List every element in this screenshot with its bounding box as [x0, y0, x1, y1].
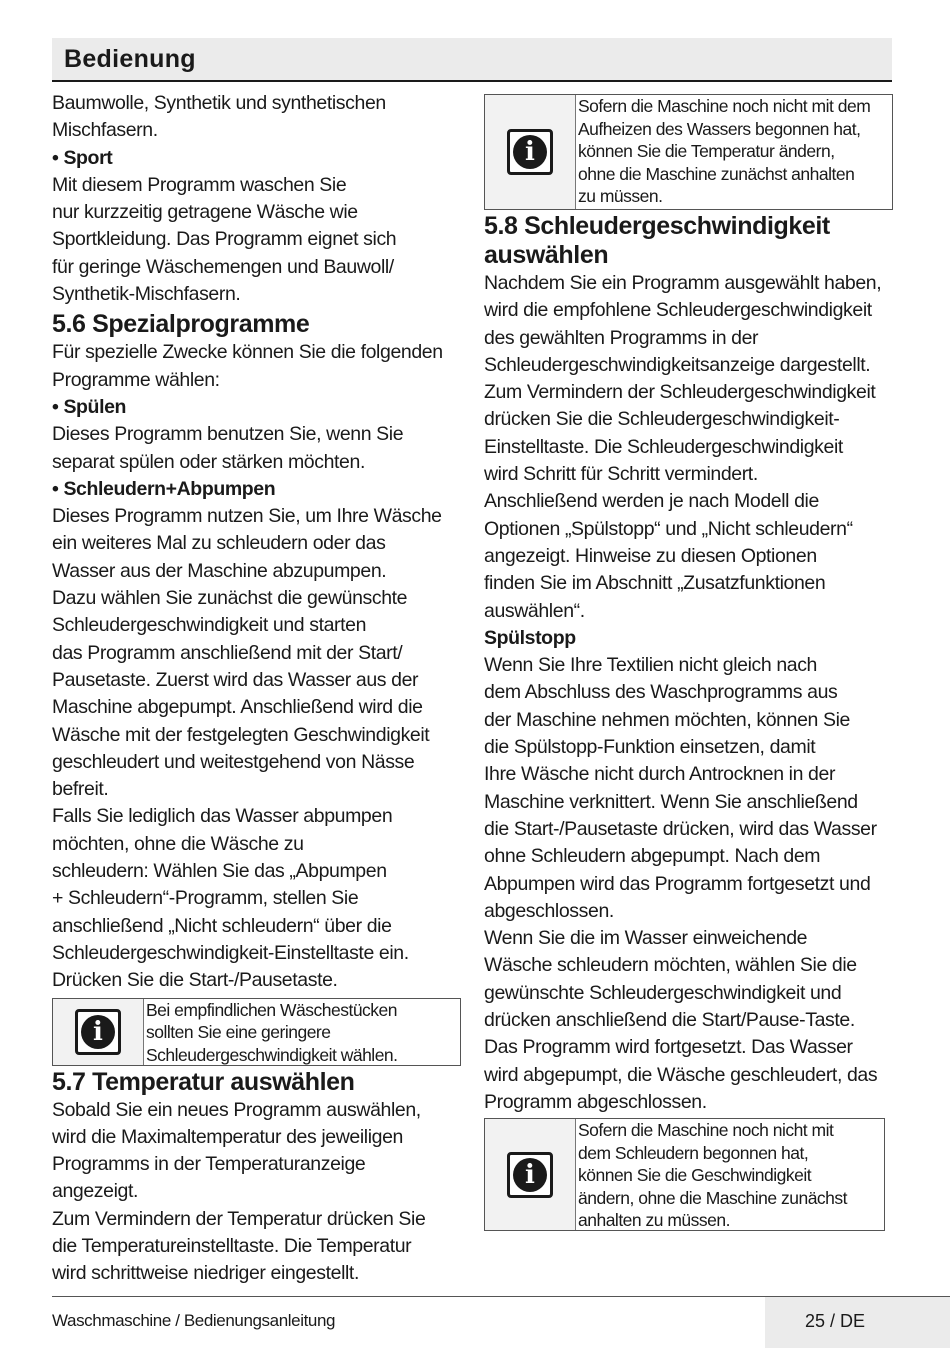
text-line: Dazu wählen Sie zunächst die gewünschte — [52, 587, 408, 610]
text-line: + Schleudern“-Programm, stellen Sie — [52, 887, 359, 910]
text-line: drücken anschließend die Start/Pause-Taste. — [484, 1009, 855, 1032]
text-line: dem Abschluss des Waschprogramms aus — [484, 681, 838, 704]
schleudern-title: • Schleudern+Abpumpen — [52, 477, 276, 500]
header-title: Bedienung — [64, 45, 196, 73]
page-number: 25 / DE — [805, 1311, 866, 1331]
text-line: auswählen“. — [484, 599, 585, 622]
text-line: Anschließend werden je nach Modell die — [484, 490, 819, 513]
text-line: Schleudergeschwindigkeit wählen. — [146, 1044, 398, 1065]
text-line: ändern, ohne die Maschine zunächst — [578, 1187, 848, 1208]
text-line: abgeschlossen. — [484, 899, 614, 922]
sport-title: • Sport — [52, 146, 113, 169]
info-note-temperature — [484, 94, 893, 210]
text-line: Einstelltaste. Die Schleudergeschwindigkeit — [484, 435, 843, 458]
text-line: anschließend „Nicht schleudern“ über die — [52, 914, 392, 937]
section-heading-5-7: 5.7 Temperatur auswählen — [52, 1067, 355, 1096]
text-line: können Sie die Geschwindigkeit — [578, 1165, 812, 1186]
text-line: ein weiteres Mal zu schleudern oder das — [52, 532, 386, 555]
note-text — [576, 95, 892, 209]
text-line: für geringe Wäschemengen und Bauwoll/ — [52, 255, 394, 278]
text-line: anhalten zu müssen. — [578, 1210, 730, 1231]
text-line: die Spülstopp-Funktion einsetzen, damit — [484, 736, 816, 759]
text-line: Bei empfindlichen Wäschestücken — [146, 999, 398, 1020]
left-column — [52, 90, 462, 1288]
text-line: Ihre Wäsche nicht durch Antrocknen in der — [484, 763, 836, 786]
spuelen-title: • Spülen — [52, 395, 127, 418]
intro-text: Baumwolle, Synthetik und synthetischen Mischfasern. — [52, 92, 386, 142]
text-line: Wenn Sie Ihre Textilien nicht gleich nach — [484, 654, 818, 677]
text-line: Abpumpen wird das Programm fortgesetzt und — [484, 872, 871, 895]
text-line: das Programm anschließend mit der Start/ — [52, 641, 403, 664]
text-line: wird schrittweise niedriger eingestellt. — [52, 1262, 359, 1285]
text-line: Zum Vermindern der Temperatur drücken Sie — [52, 1207, 426, 1230]
text-line: zu müssen. — [578, 186, 663, 206]
info-icon: i — [507, 129, 553, 175]
section-heading-5-8 — [484, 212, 894, 270]
text-line: Sportkleidung. Das Programm eignet sich — [52, 228, 397, 251]
note-text — [576, 1119, 884, 1230]
text-line: Wäsche schleudern möchten, wählen Sie die — [484, 954, 857, 977]
text-line: möchten, ohne die Wäsche zu — [52, 832, 304, 855]
text-line: Wäsche mit der festgelegten Geschwindigkeit — [52, 723, 430, 746]
text-line: können Sie die Temperatur ändern, — [578, 141, 835, 161]
text-line: Optionen „Spülstopp“ und „Nicht schleudern“ — [484, 517, 853, 540]
heading-line: 5.8 Schleudergeschwindigkeit — [484, 212, 830, 240]
text-line: der Maschine nehmen möchten, können Sie — [484, 708, 850, 731]
text-line: wird abgepumpt, die Wäsche geschleudert, das — [484, 1063, 878, 1086]
right-column — [484, 94, 894, 1231]
text-line: Zum Vermindern der Schleudergeschwindigkeit — [484, 381, 876, 404]
schleudern-text — [52, 503, 462, 994]
text-line: Drücken Sie die Start-/Pausetaste. — [52, 969, 338, 992]
text-line: wird Schritt für Schritt vermindert. — [484, 463, 758, 486]
text-line: Sofern die Maschine noch nicht mit dem — [578, 96, 871, 116]
text-line: Schleudergeschwindigkeit und starten — [52, 614, 367, 637]
text-line: Mit diesem Programm waschen Sie — [52, 173, 347, 196]
text-line: Sofern die Maschine noch nicht mit — [578, 1120, 834, 1141]
text-line: wird die empfohlene Schleudergeschwindigkeit — [484, 299, 872, 322]
info-icon-cell — [485, 95, 576, 209]
text-line: Maschine verknittert. Wenn Sie anschließend — [484, 790, 858, 813]
text-line: Sobald Sie ein neues Programm auswählen, — [52, 1098, 421, 1121]
text-line: geschleudert und weitestgehend von Nässe — [52, 750, 415, 773]
text-line: Programm abgeschlossen. — [484, 1090, 707, 1113]
sport-text — [52, 172, 462, 308]
text-line: Nachdem Sie ein Programm ausgewählt haben, — [484, 272, 882, 294]
text-line: gewünschte Schleudergeschwindigkeit und — [484, 981, 842, 1004]
text-line: Aufheizen des Wassers begonnen hat, — [578, 118, 861, 139]
spuelstopp-text — [484, 652, 894, 1116]
text-line: sollten Sie eine geringere — [146, 1022, 331, 1042]
text-line: angezeigt. Hinweise zu diesen Optionen — [484, 544, 817, 567]
text-line: separat spülen oder stärken möchten. — [52, 450, 365, 473]
text-line: Schleudergeschwindigkeit-Einstelltaste ein. — [52, 941, 409, 964]
text-line: Maschine abgepumpt. Anschließend wird die — [52, 696, 423, 719]
note-text — [144, 999, 460, 1065]
info-note-spin — [484, 1118, 885, 1231]
text-line: Falls Sie lediglich das Wasser abpumpen — [52, 805, 393, 828]
text-line: Programme wählen: — [52, 368, 220, 391]
text-line: Dieses Programm benutzen Sie, wenn Sie — [52, 423, 404, 446]
footer-document-title: Waschmaschine / Bedienungsanleitung — [52, 1311, 336, 1330]
section-heading-5-6: 5.6 Spezialprogramme — [52, 310, 310, 339]
text-line: die Temperatureinstelltaste. Die Temperatur — [52, 1234, 412, 1257]
spuelstopp-title: Spülstopp — [484, 626, 576, 649]
text-line: Schleudergeschwindigkeitsanzeige dargestellt. — [484, 353, 871, 376]
text-line: des gewählten Programms in der — [484, 326, 759, 349]
text-line: Programms in der Temperaturanzeige — [52, 1153, 366, 1176]
text-line: ohne die Maschine zunächst anhalten — [578, 163, 855, 184]
text-line: Pausetaste. Zuerst wird das Wasser aus der — [52, 668, 419, 691]
heading-line: auswählen — [484, 241, 609, 269]
spin-speed-text — [484, 270, 894, 625]
text-line: befreit. — [52, 778, 109, 801]
info-icon: i — [507, 1152, 553, 1198]
info-note-spin-speed — [52, 998, 461, 1066]
text-line: die Start-/Pausetaste drücken, wird das Wasser — [484, 817, 877, 840]
text-line: finden Sie im Abschnitt „Zusatzfunktionen — [484, 572, 826, 595]
text-line: Dieses Programm nutzen Sie, um Ihre Wäsche — [52, 505, 442, 528]
text-line: drücken Sie die Schleudergeschwindigkeit- — [484, 408, 840, 431]
page-header — [52, 38, 892, 82]
text-line: dem Schleudern begonnen hat, — [578, 1142, 809, 1163]
text-line: Wasser aus der Maschine abzupumpen. — [52, 559, 387, 582]
text-line: Das Programm wird fortgesetzt. Das Wasser — [484, 1036, 853, 1059]
text-line: wird die Maximaltemperatur des jeweiligen — [52, 1125, 404, 1148]
text-line: angezeigt. — [52, 1180, 138, 1203]
text-line: schleudern: Wählen Sie das „Abpumpen — [52, 860, 387, 883]
info-icon-cell — [53, 999, 144, 1065]
text-line: nur kurzzeitig getragene Wäsche wie — [52, 201, 358, 224]
info-icon-cell — [485, 1119, 576, 1230]
text-line: Für spezielle Zwecke können Sie die folgenden — [52, 341, 443, 364]
text-line: Wenn Sie die im Wasser einweichende — [484, 927, 808, 950]
text-line: ohne Schleudern abgepumpt. Nach dem — [484, 845, 821, 868]
text-line: Synthetik-Mischfasern. — [52, 283, 241, 306]
info-icon: i — [75, 1009, 121, 1055]
